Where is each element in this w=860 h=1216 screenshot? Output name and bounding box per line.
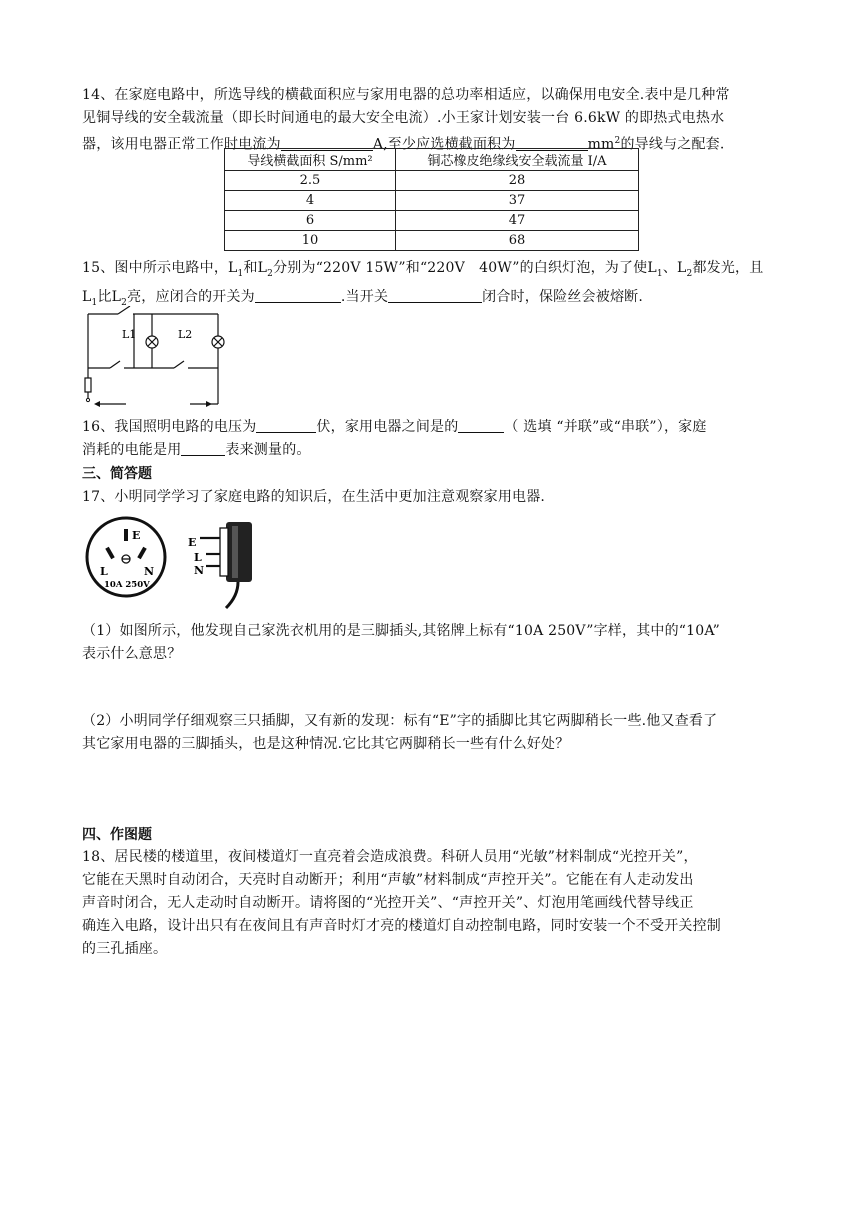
q16-line1: 16、我国照明电路的电压为 伏，家用电器之间是的 （ 选填 “并联”或“串联”），家庭 — [82, 419, 707, 435]
lamp-2-label: L2 — [178, 328, 193, 341]
answer-blank-voltage[interactable] — [256, 418, 316, 433]
question-18 — [82, 846, 782, 961]
lamp-1-label: L1 — [122, 328, 137, 341]
side-E-label: E — [188, 536, 197, 549]
table-cell: 4 — [225, 191, 396, 211]
wire-capacity-table — [224, 148, 639, 251]
q18-line2: 它能在天黑时自动闭合，天亮时自动断开；利用“声敏”材料制成“声控开关”。它能在有人走动发出 — [82, 872, 694, 888]
plug-side-figure — [186, 516, 266, 612]
table-header-area: 导线横截面积 S/mm² — [225, 149, 396, 171]
q14-line2: 见铜导线的安全载流量（即长时间通电的最大安全电流）.小王家计划安装一台 6.6kW 的即热式电热水 — [82, 110, 725, 126]
plug-L-label: L — [100, 565, 108, 578]
plug-front-figure — [84, 515, 168, 599]
table-cell: 68 — [396, 231, 639, 251]
table-cell: 28 — [396, 171, 639, 191]
q15-line2: $L_1$比$L_2$亮，应闭合的开关为 .当开关 闭合时，保险丝会被熔断. — [82, 288, 643, 308]
table-header-row — [225, 149, 639, 171]
table-cell: 37 — [396, 191, 639, 211]
q17-p1-line1: （1）如图所示，他发现自己家洗衣机用的是三脚插头,其铭牌上标有“10A 250V”字样，其中的“10A” — [82, 623, 720, 639]
table-cell: 6 — [225, 211, 396, 231]
side-L-label: L — [194, 551, 202, 564]
q18-line3: 声音时闭合，无人走动时自动断开。请将图的“光控开关”、“声控开关”、灯泡用笔画线代替导线正 — [82, 895, 694, 911]
table-cell: 2.5 — [225, 171, 396, 191]
q17-p2-line1: （2）小明同学仔细观察三只插脚，又有新的发现：标有“E”字的插脚比其它两脚稍长一些.他又查看了 — [82, 713, 718, 729]
q14-line3: 器，该用电器正常工作时电流为 A,至少应选横截面积为 $mm^2$的导线与之配套. — [82, 136, 725, 153]
table-row — [225, 191, 639, 211]
q17-p1-line2: 表示什么意思？ — [82, 646, 182, 662]
table-header-current: 铜芯橡皮绝缘线安全载流量 I/A — [396, 149, 639, 171]
question-17-part-2 — [82, 710, 782, 756]
q17-p2-line2: 其它家用电器的三脚插头，也是这种情况.它比其它两脚稍长一些有什么好处？ — [82, 736, 570, 752]
answer-blank-switch-fuse[interactable] — [388, 288, 482, 303]
q16-line2: 消耗的电能是用 表来测量的。 — [82, 442, 311, 458]
section-heading-short-answer: 三、简答题 — [82, 466, 152, 482]
q14-line1: 14、在家庭电路中，所选导线的横截面积应与家用电器的总功率相适应，以确保用电安全.表中是几种常 — [82, 87, 730, 103]
q18-line4: 确连入电路，设计出只有在夜间且有声音时灯才亮的楼道灯自动控制电路，同时安装一个不受开关控制 — [82, 918, 721, 934]
answer-blank-switch-on[interactable] — [255, 288, 341, 303]
table-row — [225, 171, 639, 191]
answer-blank-meter[interactable] — [181, 441, 225, 456]
section-heading-drawing: 四、作图题 — [82, 827, 152, 843]
question-14 — [82, 84, 782, 157]
plug-rating-label: 10A 250V — [104, 580, 150, 590]
table-cell: 10 — [225, 231, 396, 251]
q18-line5: 的三孔插座。 — [82, 941, 168, 957]
question-17-part-1 — [82, 620, 782, 666]
table-row — [225, 231, 639, 251]
answer-blank-connection[interactable] — [458, 418, 504, 433]
side-N-label: N — [194, 564, 205, 577]
q18-line1: 18、居民楼的楼道里，夜间楼道灯一直亮着会造成浪费。科研人员用“光敏”材料制成“光控开关”， — [82, 849, 698, 865]
table-cell: 47 — [396, 211, 639, 231]
question-16 — [82, 416, 782, 462]
table-row — [225, 211, 639, 231]
plug-N-label: N — [144, 565, 155, 578]
question-17-intro: 17、小明同学学习了家庭电路的知识后，在生活中更加注意观察家用电器. — [82, 489, 546, 505]
plug-E-label: E — [132, 529, 141, 542]
circuit-diagram — [78, 306, 238, 410]
q15-line1: 15、图中所示电路中，$L_1$和$L_2$分别为“220V 15W”和“220V 40W”的白织灯泡，为了使$L_1$、$L_2$都发光，且 — [82, 260, 764, 279]
